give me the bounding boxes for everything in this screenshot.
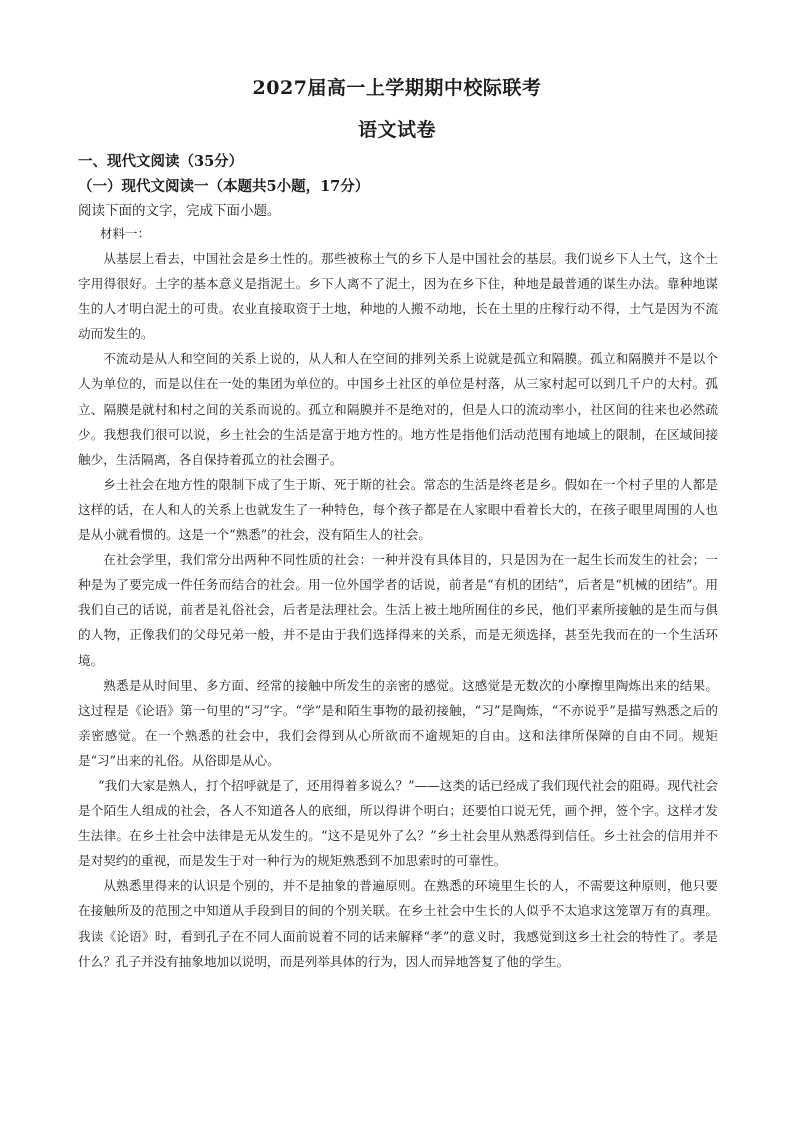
reading-instruction: 阅读下面的文字，完成下面小题。 xyxy=(78,203,281,219)
passage-paragraph: 从基层上看去，中国社会是乡土性的。那些被称土气的乡下人是中国社会的基层。我们说乡下人土气，这个土字用得很好。土字的基本意义是指泥土。乡下人离不了泥土，因为在乡下住，种地是最普通的谋生办法。靠种地谋生的人才明白泥土的可贵。农业直接取资于土地，种地的人搬不动地，长在土里的庄稼行动不得，土气是因为不流动而发生的。 xyxy=(78,251,718,342)
material-label: 材料一： xyxy=(100,226,151,241)
passage-paragraph: 不流动是从人和空间的关系上说的，从人和人在空间的排列关系上说就是孤立和隔膜。孤立和隔膜并不是以个人为单位的，而是以住在一处的集团为单位的。中国乡土社区的单位是村落，从三家村起可以到几千户的大村。孤立、隔膜是就村和村之间的关系而说的。孤立和隔膜并不是绝对的，但是人口的流动率小，社区间的往来也必然疏少。我想我们很可以说，乡土社会的生活是富于地方性的。地方性是指他们活动范围有地域上的限制，在区域间接触少，生活隔离，各自保持着孤立的社会圈子。 xyxy=(78,351,718,467)
reading-passage xyxy=(78,246,718,974)
passage-paragraph: 从熟悉里得来的认识是个别的，并不是抽象的普遍原则。在熟悉的环境里生长的人，不需要这种原则，他只要在接触所及的范围之中知道从手段到目的间的个别关联。在乡土社会中生长的人似乎不太追求这笼罩万有的真理。我读《论语》时，看到孔子在不同人面前说着不同的话来解释“孝”的意义时，我感觉到这乡土社会的特性了。孝是什么？孔子并没有抽象地加以说明，而是列举具体的行为，因人而异地答复了他的学生。 xyxy=(78,878,718,969)
section-heading: 一、现代文阅读（35分） xyxy=(78,153,244,170)
exam-subtitle: 语文试卷 xyxy=(357,119,436,141)
passage-paragraph: “我们大家是熟人，打个招呼就是了，还用得着多说么？”——这类的话已经成了我们现代社会的阻碍。现代社会是个陌生人组成的社会，各人不知道各人的底细，所以得讲个明白；还要怕口说无凭，画个押，签个字。这样才发生法律。在乡土社会中法律是无从发生的。“这不是见外了么？”乡土社会里从熟悉得到信任。乡土社会的信用并不是对契约的重视，而是发生于对一种行为的规矩熟悉到不加思索时的可靠性。 xyxy=(78,777,718,869)
exam-title: 2027届高一上学期期中校际联考 xyxy=(252,77,542,99)
passage-paragraph: 乡土社会在地方性的限制下成了生于斯、死于斯的社会。常态的生活是终老是乡。假如在一个村子里的人都是这样的话，在人和人的关系上也就发生了一种特色，每个孩子都是在人家眼中看着长大的，在孩子眼里周围的人也是从小就看惯的。这是一个“熟悉”的社会，没有陌生人的社会。 xyxy=(78,476,718,543)
section-subheading: （一）现代文阅读一（本题共5小题，17分） xyxy=(78,178,370,195)
passage-paragraph: 熟悉是从时间里、多方面、经常的接触中所发生的亲密的感觉。这感觉是无数次的小摩擦里陶炼出来的结果。这过程是《论语》第一句里的“习”字。“学”是和陌生事物的最初接触，“习”是陶炼，“不亦说乎”是描写熟悉之后的亲密感觉。在一个熟悉的社会中，我们会得到从心所欲而不逾规矩的自由。这和法律所保障的自由不同。规矩是“习”出来的礼俗。从俗即是从心。 xyxy=(78,677,718,768)
passage-paragraph: 在社会学里，我们常分出两种不同性质的社会：一种并没有具体目的，只是因为在一起生长而发生的社会；一种是为了要完成一件任务而结合的社会。用一位外国学者的话说，前者是“有机的团结”，后者是“机械的团结”。用我们自己的话说，前者是礼俗社会，后者是法理社会。生活上被土地所囿住的乡民，他们平素所接触的是生而与俱的人物，正像我们的父母兄弟一般，并不是由于我们选择得来的关系，而是无须选择，甚至先我而在的一个生活环境。 xyxy=(78,552,718,668)
